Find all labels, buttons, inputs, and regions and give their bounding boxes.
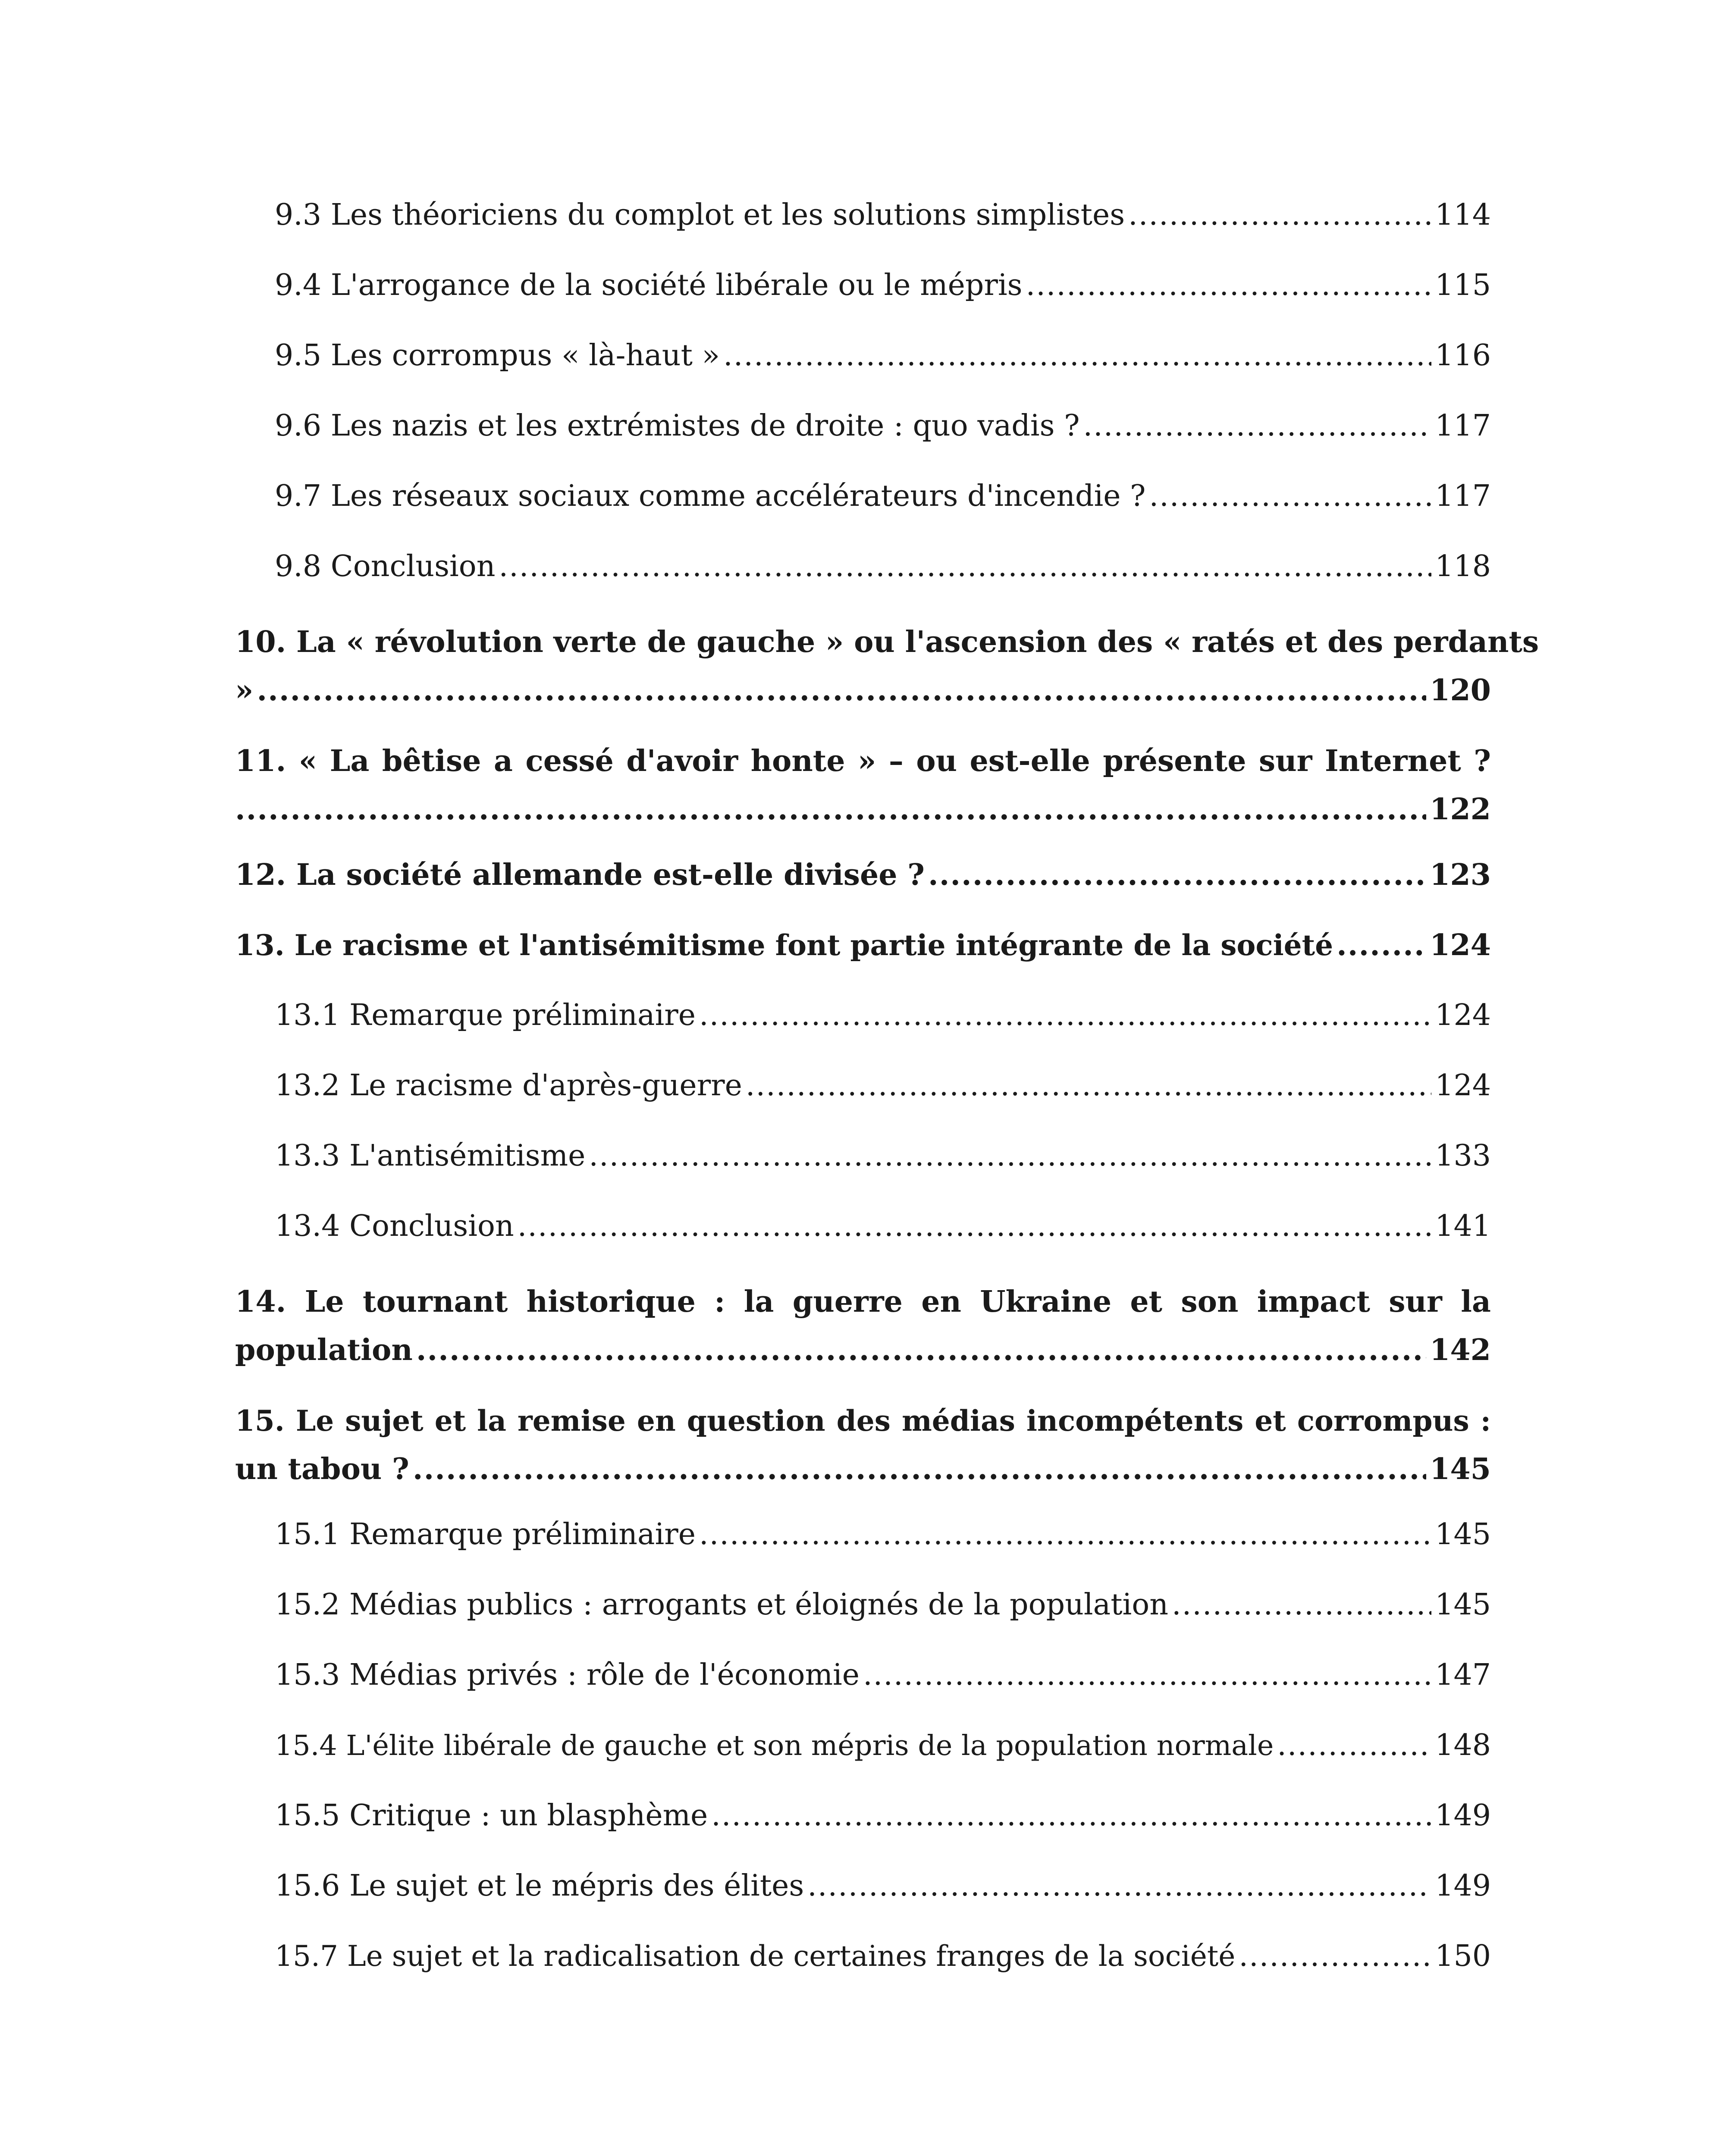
toc-entry[interactable] xyxy=(235,266,1491,337)
toc-entry-title: 15.5 Critique : un blasphème xyxy=(275,1799,708,1833)
toc-entry-title-continuation: population xyxy=(235,1333,413,1367)
toc-chapter-entry[interactable] xyxy=(235,737,1491,856)
dot-leader xyxy=(711,1797,1431,1835)
toc-entry-page: 149 xyxy=(1435,1869,1491,1903)
table-of-contents xyxy=(235,196,1539,2008)
dot-leader xyxy=(863,1656,1431,1694)
toc-entry-title: 15.1 Remarque préliminaire xyxy=(275,1517,696,1551)
toc-entry-page: 116 xyxy=(1435,338,1491,373)
toc-entry-title: 12. La société allemande est-elle divisée ? xyxy=(235,858,925,892)
dot-leader xyxy=(723,337,1431,375)
toc-entry-page: 118 xyxy=(1435,549,1491,583)
toc-chapter-entry[interactable] xyxy=(235,856,1491,926)
dot-leader xyxy=(257,666,1427,714)
toc-entry-page: 133 xyxy=(1435,1139,1491,1173)
toc-entry-title: 15.2 Médias publics : arrogants et éloignés de la population xyxy=(275,1588,1169,1622)
dot-leader xyxy=(416,1326,1426,1374)
toc-entry[interactable] xyxy=(235,1137,1491,1207)
toc-chapter-entry[interactable] xyxy=(235,618,1539,737)
toc-entry-title: 9.3 Les théoriciens du complot et les solutions simplistes xyxy=(275,198,1125,232)
dot-leader xyxy=(413,1445,1426,1493)
toc-entry-title: 15.7 Le sujet et la radicalisation de certaines franges de la société xyxy=(275,1940,1236,1973)
toc-entry-page: 142 xyxy=(1430,1333,1491,1367)
toc-entry-page: 147 xyxy=(1435,1658,1491,1692)
dot-leader xyxy=(807,1867,1431,1905)
dot-leader xyxy=(1239,1937,1431,1975)
dot-leader xyxy=(589,1137,1431,1175)
dot-leader xyxy=(699,1516,1431,1554)
toc-entry[interactable] xyxy=(235,548,1491,618)
toc-entry-title: 15. Le sujet et la remise en question des médias incompétents et corrompus : xyxy=(235,1404,1491,1438)
dot-leader xyxy=(499,548,1432,586)
toc-entry-page: 120 xyxy=(1430,673,1491,708)
dot-leader xyxy=(1172,1586,1431,1624)
toc-entry-page: 145 xyxy=(1435,1517,1491,1551)
toc-entry-title-continuation: » xyxy=(235,673,254,708)
toc-entry-title: 15.3 Médias privés : rôle de l'économie xyxy=(275,1658,860,1692)
toc-entry-title: 9.8 Conclusion xyxy=(275,549,496,583)
toc-entry[interactable] xyxy=(235,1727,1491,1797)
toc-entry-page: 141 xyxy=(1435,1209,1491,1243)
toc-entry[interactable] xyxy=(235,407,1491,477)
toc-entry[interactable] xyxy=(235,1656,1491,1727)
dot-leader xyxy=(928,856,1426,894)
toc-entry-page: 145 xyxy=(1430,1452,1491,1486)
toc-entry[interactable] xyxy=(235,337,1491,407)
toc-entry[interactable] xyxy=(235,1516,1491,1586)
dot-leader xyxy=(235,785,1426,834)
toc-entry[interactable] xyxy=(235,1937,1491,2008)
toc-entry[interactable] xyxy=(235,1207,1491,1278)
toc-entry[interactable] xyxy=(235,1067,1491,1137)
toc-entry-title: 13.4 Conclusion xyxy=(275,1209,514,1243)
toc-entry-title-continuation: un tabou ? xyxy=(235,1452,409,1486)
dot-leader xyxy=(1026,266,1432,304)
toc-entry[interactable] xyxy=(235,196,1491,266)
toc-entry-page: 150 xyxy=(1435,1939,1491,1973)
dot-leader xyxy=(518,1207,1431,1245)
toc-entry-title: 10. La « révolution verte de gauche » ou l'ascension des « ratés et des perdants xyxy=(235,625,1539,659)
toc-entry-page: 148 xyxy=(1435,1728,1491,1762)
toc-entry-page: 115 xyxy=(1435,268,1491,302)
toc-entry-page: 145 xyxy=(1435,1588,1491,1622)
dot-leader xyxy=(699,997,1431,1034)
toc-chapter-entry[interactable] xyxy=(235,1278,1491,1397)
toc-entry-page: 123 xyxy=(1430,858,1491,892)
toc-chapter-entry[interactable] xyxy=(235,1397,1491,1516)
toc-entry-title: 9.7 Les réseaux sociaux comme accélérateurs d'incendie ? xyxy=(275,479,1146,513)
toc-entry-page: 149 xyxy=(1435,1799,1491,1833)
toc-entry-title: 13.3 L'antisémitisme xyxy=(275,1139,586,1173)
dot-leader xyxy=(1277,1727,1431,1764)
toc-entry-page: 117 xyxy=(1435,409,1491,443)
toc-entry-title: 9.5 Les corrompus « là-haut » xyxy=(275,338,720,373)
toc-entry-page: 124 xyxy=(1430,928,1491,962)
toc-entry-title: 15.4 L'élite libérale de gauche et son mépris de la population normale xyxy=(275,1730,1274,1762)
toc-entry-title: 13.2 Le racisme d'après-guerre xyxy=(275,1069,742,1103)
toc-entry[interactable] xyxy=(235,477,1491,548)
toc-entry-title: 13.1 Remarque préliminaire xyxy=(275,998,696,1032)
dot-leader xyxy=(1083,407,1432,445)
toc-entry-title: 9.6 Les nazis et les extrémistes de droite : quo vadis ? xyxy=(275,409,1080,443)
dot-leader xyxy=(746,1067,1431,1105)
toc-entry[interactable] xyxy=(235,997,1491,1067)
toc-entry-page: 124 xyxy=(1435,1069,1491,1103)
toc-entry-title: 9.4 L'arrogance de la société libérale ou le mépris xyxy=(275,268,1023,302)
toc-chapter-entry[interactable] xyxy=(235,926,1491,997)
toc-entry-title: 13. Le racisme et l'antisémitisme font partie intégrante de la société xyxy=(235,928,1334,962)
toc-entry-page: 114 xyxy=(1435,198,1491,232)
dot-leader xyxy=(1149,477,1432,515)
toc-entry-page: 122 xyxy=(1430,792,1491,827)
toc-entry-title: 15.6 Le sujet et le mépris des élites xyxy=(275,1869,804,1903)
toc-entry[interactable] xyxy=(235,1867,1491,1937)
toc-entry-page: 117 xyxy=(1435,479,1491,513)
toc-entry[interactable] xyxy=(235,1797,1491,1867)
toc-entry[interactable] xyxy=(235,1586,1491,1656)
dot-leader xyxy=(1128,196,1431,234)
toc-entry-title: 11. « La bêtise a cessé d'avoir honte » – ou est-elle présente sur Internet ? xyxy=(235,744,1491,778)
dot-leader xyxy=(1337,926,1426,964)
toc-entry-title: 14. Le tournant historique : la guerre en Ukraine et son impact sur la xyxy=(235,1285,1491,1319)
toc-entry-page: 124 xyxy=(1435,998,1491,1032)
